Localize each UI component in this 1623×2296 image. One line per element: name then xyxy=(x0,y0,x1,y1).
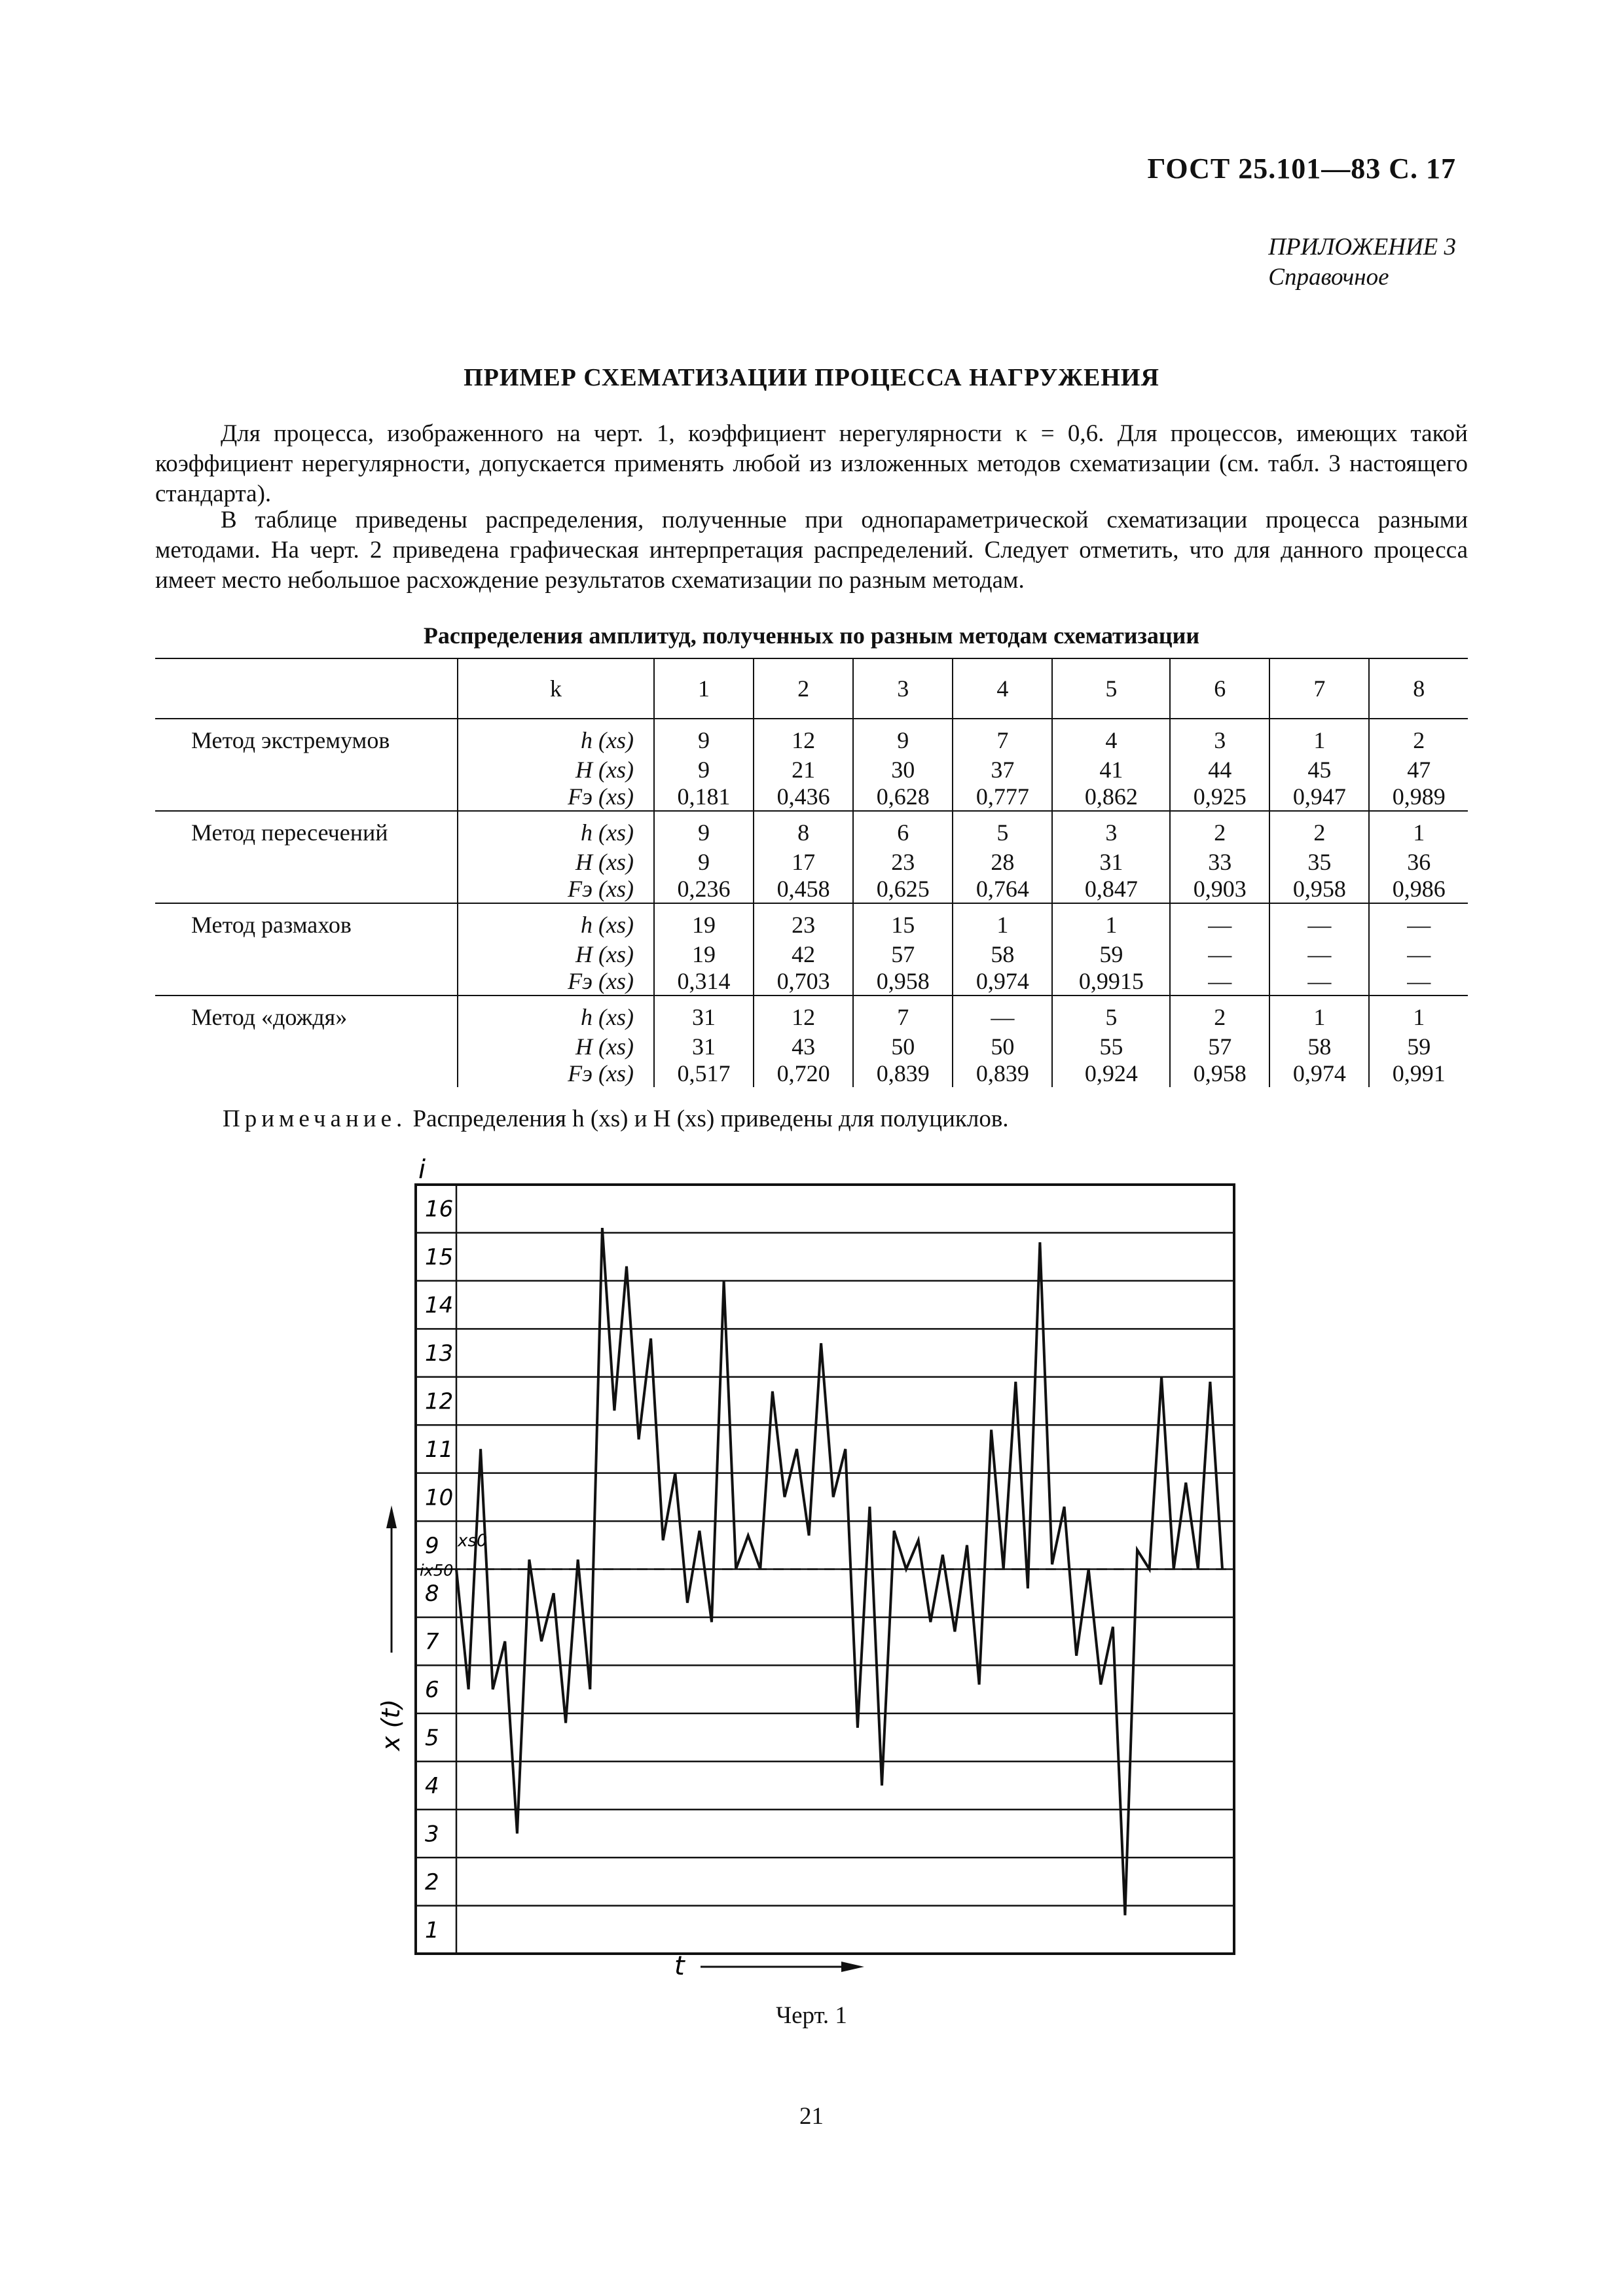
table-cell: 9 xyxy=(654,757,754,783)
table-cell: 0,839 xyxy=(953,1060,1052,1087)
table-cell: 0,925 xyxy=(1170,783,1269,811)
y-tick-label: 16 xyxy=(425,1196,454,1223)
table-cell: 1 xyxy=(1269,996,1369,1033)
table-cell: 43 xyxy=(754,1033,853,1060)
table-row xyxy=(155,996,1468,1033)
y-tick-label: 4 xyxy=(425,1772,439,1799)
table-cell: 0,436 xyxy=(754,783,853,811)
param-label: H (xs) xyxy=(458,1033,654,1060)
table-row xyxy=(155,1060,1468,1087)
table-cell: 2 xyxy=(1369,719,1468,757)
table-row xyxy=(155,849,1468,876)
param-label: Fэ (xs) xyxy=(458,876,654,903)
appendix-number: ПРИЛОЖЕНИЕ 3 xyxy=(1268,234,1456,260)
table-cell: 55 xyxy=(1052,1033,1170,1060)
table-cell: 59 xyxy=(1369,1033,1468,1060)
y-tick-label: 15 xyxy=(425,1244,454,1271)
table-cell: 1 xyxy=(1369,811,1468,849)
table-cell: 0,764 xyxy=(953,876,1052,903)
table-cell: 1 xyxy=(1269,719,1369,757)
table-row xyxy=(155,757,1468,783)
appendix-label xyxy=(1268,232,1456,293)
k-value: 5 xyxy=(1052,658,1170,719)
table-cell: — xyxy=(1369,968,1468,996)
y-tick-label: 11 xyxy=(425,1436,454,1463)
table-note xyxy=(223,1105,1009,1133)
y-tick-label: 2 xyxy=(425,1869,439,1895)
param-label: H (xs) xyxy=(458,849,654,876)
param-label: Fэ (xs) xyxy=(458,968,654,996)
table-cell: 0,903 xyxy=(1170,876,1269,903)
table-row xyxy=(155,941,1468,968)
y-tick-label: 10 xyxy=(425,1484,454,1511)
table-cell: 0,974 xyxy=(953,968,1052,996)
y-top-label: i xyxy=(418,1158,426,1185)
param-label: H (xs) xyxy=(458,941,654,968)
table-cell: 0,777 xyxy=(953,783,1052,811)
header-blank xyxy=(155,658,458,719)
method-blank xyxy=(155,849,458,876)
distribution-table xyxy=(155,658,1468,1087)
table-cell: 0,924 xyxy=(1052,1060,1170,1087)
y-tick-label: 3 xyxy=(425,1821,439,1848)
y-tick-label: 6 xyxy=(425,1677,439,1704)
table-title: Распределения амплитуд, полученных по разным методам схематизации xyxy=(423,622,1200,649)
table-row xyxy=(155,783,1468,811)
table-cell: — xyxy=(1269,968,1369,996)
table-row xyxy=(155,903,1468,941)
paragraph-2: В таблице приведены распределения, полученные при однопараметрической схематизации процесса разными методами. На черт. 2 приведена графическая интерпретация распределений. Следует отметить, что для данного процесса имеет место небольшое расхождение результатов схематизации по разным методам. xyxy=(155,507,1468,594)
table-cell: — xyxy=(1369,941,1468,968)
table-cell: 58 xyxy=(953,941,1052,968)
table-cell: 50 xyxy=(853,1033,953,1060)
method-blank xyxy=(155,783,458,811)
table-cell: 0,958 xyxy=(1269,876,1369,903)
y-tick-label: 8 xyxy=(425,1581,439,1607)
method-name: Метод размахов xyxy=(155,903,458,941)
table-cell: 0,847 xyxy=(1052,876,1170,903)
table-cell: 37 xyxy=(953,757,1052,783)
table-cell: — xyxy=(1369,903,1468,941)
y-axis-label: x (t) xyxy=(376,1698,405,1751)
table-cell: 0,314 xyxy=(654,968,754,996)
table-row xyxy=(155,811,1468,849)
table-cell: 1 xyxy=(953,903,1052,941)
appendix-type: Справочное xyxy=(1268,264,1389,291)
method-blank xyxy=(155,1060,458,1087)
table-cell: 0,839 xyxy=(853,1060,953,1087)
note-text: Распределения h (xs) и H (xs) приведены для полуциклов. xyxy=(412,1105,1009,1132)
table-cell: 5 xyxy=(1052,996,1170,1033)
table-cell: 2 xyxy=(1269,811,1369,849)
table-cell: 7 xyxy=(853,996,953,1033)
table-cell: 17 xyxy=(754,849,853,876)
k-value: 2 xyxy=(754,658,853,719)
table-cell: 0,236 xyxy=(654,876,754,903)
y-tick-label: 13 xyxy=(425,1340,454,1367)
table-cell: 0,703 xyxy=(754,968,853,996)
param-label: h (xs) xyxy=(458,719,654,757)
table-cell: 0,974 xyxy=(1269,1060,1369,1087)
table-cell: 9 xyxy=(654,849,754,876)
table-cell: 23 xyxy=(754,903,853,941)
table-cell: 0,989 xyxy=(1369,783,1468,811)
k-value: 1 xyxy=(654,658,754,719)
k-value: 6 xyxy=(1170,658,1269,719)
table-cell: 9 xyxy=(654,719,754,757)
x-axis-label: t xyxy=(674,1951,685,1981)
table-cell: 8 xyxy=(754,811,853,849)
document-header: ГОСТ 25.101—83 С. 17 xyxy=(1147,152,1456,185)
mean-label: xs0 xyxy=(458,1531,488,1551)
y-tick-label: 1 xyxy=(425,1917,439,1944)
table-cell: 0,458 xyxy=(754,876,853,903)
method-blank xyxy=(155,876,458,903)
table-cell: — xyxy=(1269,903,1369,941)
k-value: 8 xyxy=(1369,658,1468,719)
y-tick-label: 5 xyxy=(425,1725,439,1751)
table-cell: 6 xyxy=(853,811,953,849)
table-cell: 0,986 xyxy=(1369,876,1468,903)
method-name: Метод «дождя» xyxy=(155,996,458,1033)
table-header-row xyxy=(155,658,1468,719)
table-cell: 0,958 xyxy=(1170,1060,1269,1087)
method-blank xyxy=(155,757,458,783)
figure-caption: Черт. 1 xyxy=(776,2002,847,2029)
param-label: Fэ (xs) xyxy=(458,1060,654,1087)
param-label: h (xs) xyxy=(458,811,654,849)
table-cell: 31 xyxy=(654,996,754,1033)
table-cell: 0,991 xyxy=(1369,1060,1468,1087)
k-value: 7 xyxy=(1269,658,1369,719)
table-cell: 59 xyxy=(1052,941,1170,968)
table-cell: 3 xyxy=(1052,811,1170,849)
table-cell: 1 xyxy=(1052,903,1170,941)
table-cell: 36 xyxy=(1369,849,1468,876)
paragraph-1: Для процесса, изображенного на черт. 1, коэффициент нерегулярности κ = 0,6. Для процессов, имеющих такой коэффициент нерегулярности, допускается применять любой из изложенных методов схематизации (см. табл. 3 настоящего стандарта). xyxy=(155,420,1468,507)
table-cell: 50 xyxy=(953,1033,1052,1060)
table-cell: 35 xyxy=(1269,849,1369,876)
table-cell: 12 xyxy=(754,996,853,1033)
table-cell: 57 xyxy=(1170,1033,1269,1060)
table-cell: 0,181 xyxy=(654,783,754,811)
x-arrow-head xyxy=(841,1962,864,1972)
param-label: h (xs) xyxy=(458,903,654,941)
table-cell: 0,720 xyxy=(754,1060,853,1087)
table-cell: 31 xyxy=(654,1033,754,1060)
y-tick-label: 12 xyxy=(425,1388,454,1415)
table-cell: 1 xyxy=(1369,996,1468,1033)
method-name: Метод пересечений xyxy=(155,811,458,849)
param-label: h (xs) xyxy=(458,996,654,1033)
table-row xyxy=(155,1033,1468,1060)
table-cell: 0,9915 xyxy=(1052,968,1170,996)
table-cell: 9 xyxy=(853,719,953,757)
table-cell: 0,628 xyxy=(853,783,953,811)
table-cell: 0,958 xyxy=(853,968,953,996)
table-cell: 2 xyxy=(1170,996,1269,1033)
table-cell: 3 xyxy=(1170,719,1269,757)
table-cell: 21 xyxy=(754,757,853,783)
table-cell: 9 xyxy=(654,811,754,849)
y-tick-label: 14 xyxy=(425,1292,454,1319)
param-label: Fэ (xs) xyxy=(458,783,654,811)
method-name: Метод экстремумов xyxy=(155,719,458,757)
table-cell: 45 xyxy=(1269,757,1369,783)
process-line xyxy=(456,1228,1222,1915)
table-cell: 23 xyxy=(853,849,953,876)
y-tick-label: 9 xyxy=(425,1532,439,1559)
table-row xyxy=(155,876,1468,903)
method-blank xyxy=(155,968,458,996)
table-cell: 58 xyxy=(1269,1033,1369,1060)
table-cell: 44 xyxy=(1170,757,1269,783)
table-cell: 0,517 xyxy=(654,1060,754,1087)
section-title: ПРИМЕР СХЕМАТИЗАЦИИ ПРОЦЕССА НАГРУЖЕНИЯ xyxy=(464,364,1159,391)
table-cell: 0,862 xyxy=(1052,783,1170,811)
table-cell: 33 xyxy=(1170,849,1269,876)
table-cell: 19 xyxy=(654,941,754,968)
table-cell: 19 xyxy=(654,903,754,941)
table-cell: 15 xyxy=(853,903,953,941)
table-cell: 57 xyxy=(853,941,953,968)
table-cell: 7 xyxy=(953,719,1052,757)
table-cell: — xyxy=(1170,903,1269,941)
k-value: 3 xyxy=(853,658,953,719)
table-cell: — xyxy=(1269,941,1369,968)
table-row xyxy=(155,968,1468,996)
method-blank xyxy=(155,1033,458,1060)
table-cell: 0,625 xyxy=(853,876,953,903)
table-cell: 5 xyxy=(953,811,1052,849)
table-cell: 2 xyxy=(1170,811,1269,849)
k-value: 4 xyxy=(953,658,1052,719)
note-prefix: Примечание. xyxy=(223,1105,407,1132)
table-cell: 31 xyxy=(1052,849,1170,876)
y-tick-label: 7 xyxy=(425,1628,439,1655)
page-number: 21 xyxy=(799,2103,824,2130)
table-cell: 47 xyxy=(1369,757,1468,783)
table-cell: 12 xyxy=(754,719,853,757)
y-arrow-head xyxy=(386,1505,397,1528)
table-cell: 28 xyxy=(953,849,1052,876)
param-label: H (xs) xyxy=(458,757,654,783)
table-cell: — xyxy=(1170,968,1269,996)
method-blank xyxy=(155,941,458,968)
load-process-chart xyxy=(354,1158,1296,1983)
mean-tick-label: ix50 xyxy=(420,1561,454,1580)
table-cell: 4 xyxy=(1052,719,1170,757)
table-cell: — xyxy=(1170,941,1269,968)
table-cell: 41 xyxy=(1052,757,1170,783)
table-cell: — xyxy=(953,996,1052,1033)
table-cell: 0,947 xyxy=(1269,783,1369,811)
table-cell: 42 xyxy=(754,941,853,968)
table-cell: 30 xyxy=(853,757,953,783)
table-row xyxy=(155,719,1468,757)
k-label: k xyxy=(458,658,654,719)
